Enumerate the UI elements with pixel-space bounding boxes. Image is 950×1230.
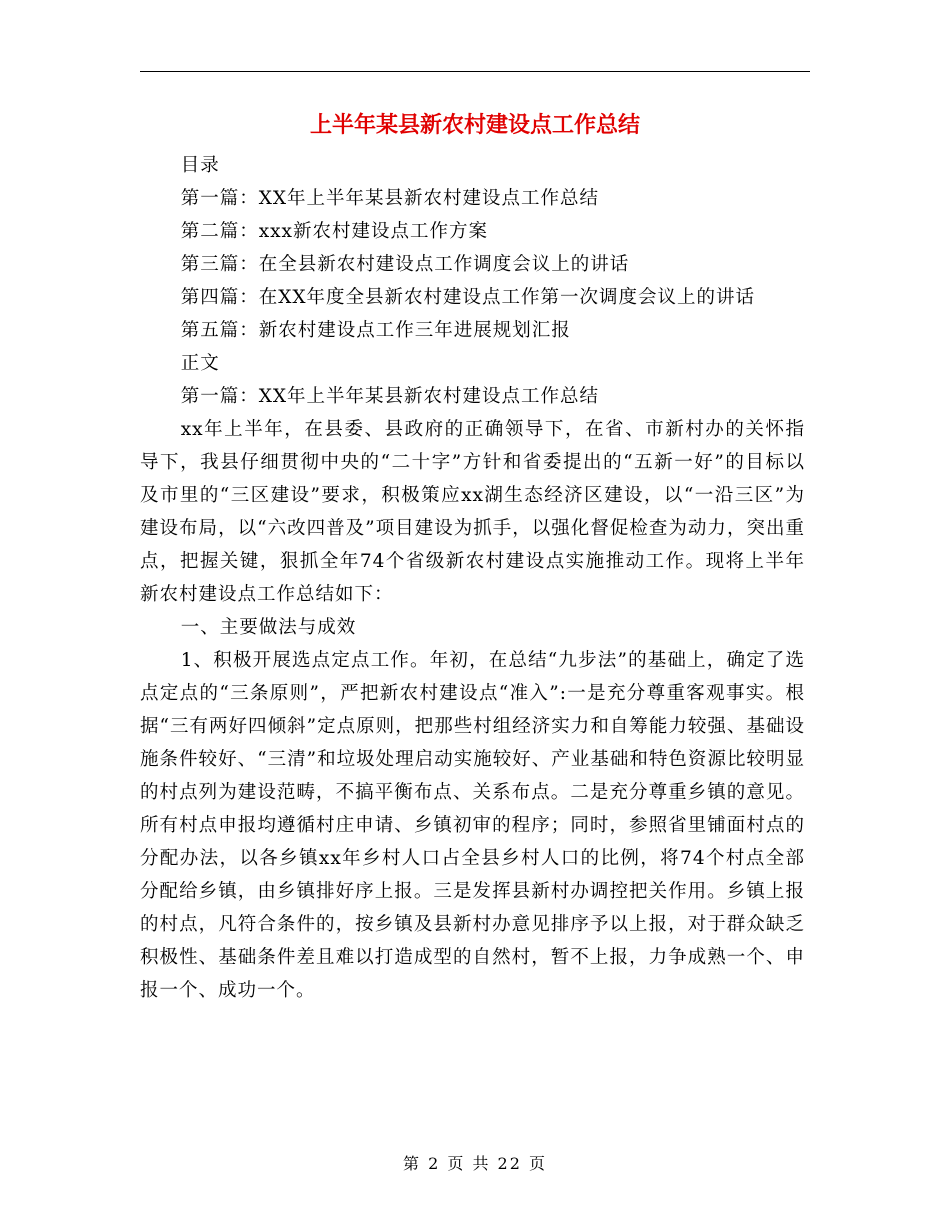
- body-paragraph: xx年上半年，在县委、县政府的正确领导下，在省、市新村办的关怀指导下，我县仔细贯彻中央的“二十字”方针和省委提出的“五新一好”的目标以及市里的“三区建设”要求，积极策应xx湖生态经济区建设，以“一沿三区”为建设布局，以“六改四普及”项目建设为抓手，以强化督促检查为动力，突出重点，把握关键，狠抓全年74个省级新农村建设点实施推动工作。现将上半年新农村建设点工作总结如下：: [140, 419, 805, 605]
- toc-item: 第四篇：在XX年度全县新农村建设点工作第一次调度会议上的讲话: [180, 287, 756, 308]
- document-body: [140, 149, 805, 1007]
- section-heading: 一、主要做法与成效: [180, 617, 357, 638]
- header-rule: [140, 71, 810, 72]
- chapter-heading: 第一篇：XX年上半年某县新农村建设点工作总结: [180, 386, 600, 407]
- toc-item: 第五篇：新农村建设点工作三年进展规划汇报: [180, 320, 571, 341]
- page-number: 第 2 页 共 22 页: [403, 1154, 547, 1173]
- body-heading: 正文: [180, 353, 220, 374]
- toc-item: 第一篇：XX年上半年某县新农村建设点工作总结: [180, 188, 600, 209]
- toc-item: 第三篇：在全县新农村建设点工作调度会议上的讲话: [180, 254, 630, 275]
- body-paragraph: 1、积极开展选点定点工作。年初，在总结“九步法”的基础上，确定了选点定点的“三条原则”，严把新农村建设点“准入”:一是充分尊重客观事实。根据“三有两好四倾斜”定点原则，把那些村组经济实力和自筹能力较强、基础设施条件较好、“三清”和垃圾处理启动实施较好、产业基础和特色资源比较明显的村点列为建设范畴，不搞平衡布点、关系布点。二是充分尊重乡镇的意见。所有村点申报均遵循村庄申请、乡镇初审的程序；同时，参照省里铺面村点的分配办法，以各乡镇xx年乡村人口占全县乡村人口的比例，将74个村点全部分配给乡镇，由乡镇排好序上报。三是发挥县新村办调控把关作用。乡镇上报的村点，凡符合条件的，按乡镇及县新村办意见排序予以上报，对于群众缺乏积极性、基础条件差且难以打造成型的自然村，暂不上报，力争成熟一个、申报一个、成功一个。: [140, 650, 805, 1001]
- toc-heading: 目录: [180, 155, 220, 176]
- document-title: 上半年某县新农村建设点工作总结: [309, 113, 640, 138]
- toc-item: 第二篇：xxx新农村建设点工作方案: [180, 221, 488, 242]
